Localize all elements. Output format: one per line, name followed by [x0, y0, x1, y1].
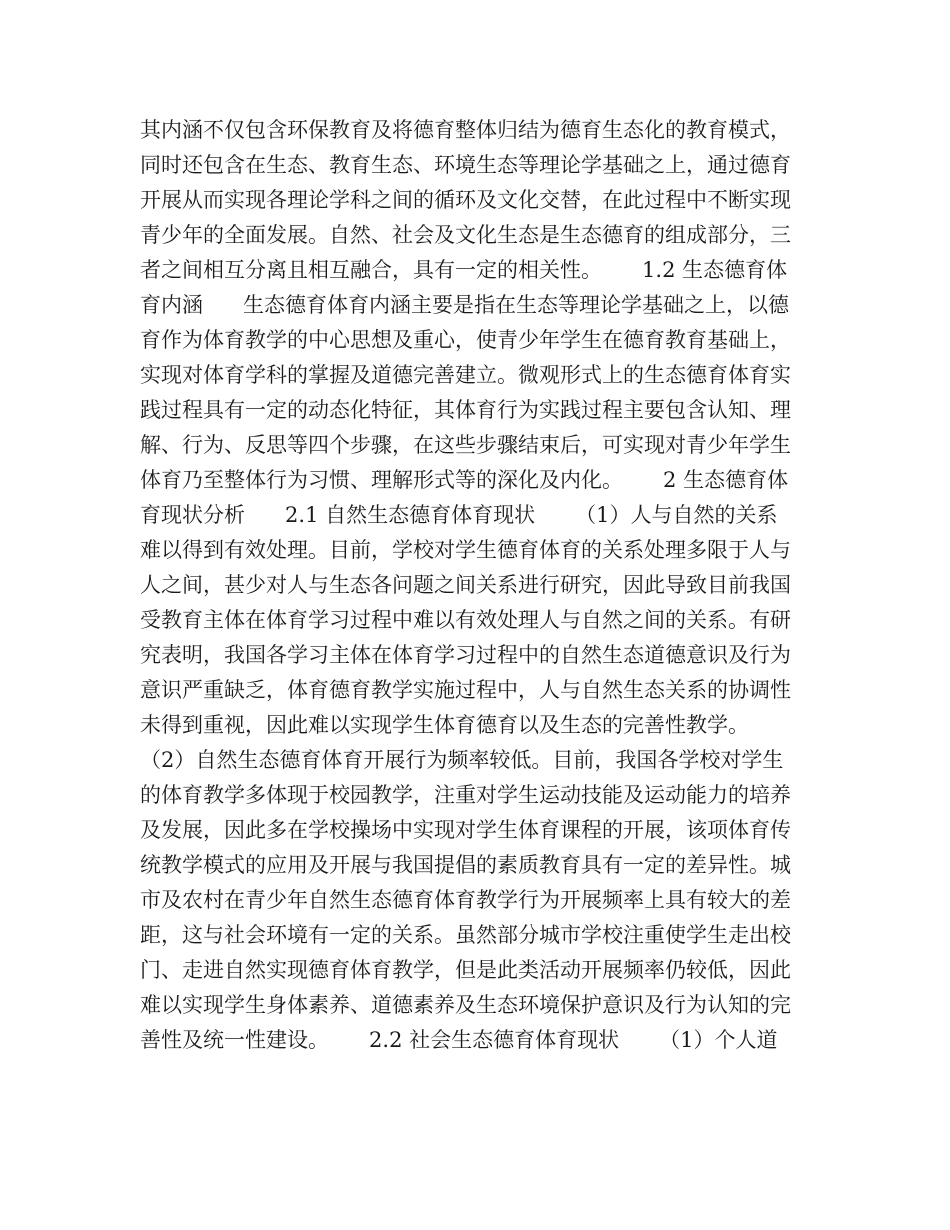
text-line: 体育乃至整体行为习惯、理解形式等的深化及内化。 2 生态德育体 [140, 468, 789, 492]
text-line: 难以实现学生身体素养、道德素养及生态环境保护意识及行为认知的完 [140, 993, 791, 1017]
text-line: 育内涵 生态德育体育内涵主要是指在生态等理论学基础之上，以德 [140, 293, 790, 317]
text-line: 实现对体育学科的掌握及道德完善建立。微观形式上的生态德育体育实 [140, 363, 791, 387]
text-line: （2）自然生态德育体育开展行为频率较低。目前，我国各学校对学生 [140, 748, 784, 772]
text-line: 的体育教学多体现于校园教学，注重对学生运动技能及运动能力的培养 [140, 783, 791, 807]
text-line: 育现状分析 2.1 自然生态德育体育现状 （1）人与自然的关系 [140, 503, 778, 527]
text-line: 统教学模式的应用及开展与我国提倡的素质教育具有一定的差异性。城 [140, 853, 791, 877]
text-line: 解、行为、反思等四个步骤，在这些步骤结束后，可实现对青少年学生 [140, 433, 791, 457]
text-line: 意识严重缺乏，体育德育教学实施过程中，人与自然生态关系的协调性 [140, 678, 791, 702]
text-line: 开展从而实现各理论学科之间的循环及文化交替，在此过程中不断实现 [140, 188, 791, 212]
text-line: 受教育主体在体育学习过程中难以有效处理人与自然之间的关系。有研 [140, 608, 791, 632]
text-line: 善性及统一性建设。 2.2 社会生态德育体育现状 （1）个人道 [140, 1028, 778, 1052]
text-line: 难以得到有效处理。目前，学校对学生德育体育的关系处理多限于人与 [140, 538, 791, 562]
text-line: 者之间相互分离且相互融合，具有一定的相关性。 1.2 生态德育体 [140, 258, 788, 282]
text-line: 距，这与社会环境有一定的关系。虽然部分城市学校注重使学生走出校 [140, 923, 791, 947]
text-line: 践过程具有一定的动态化特征，其体育行为实践过程主要包含认知、理 [140, 398, 791, 422]
text-line: 人之间，甚少对人与生态各问题之间关系进行研究，因此导致目前我国 [140, 573, 791, 597]
text-line: 其内涵不仅包含环保教育及将德育整体归结为德育生态化的教育模式， [140, 118, 791, 142]
text-line: 究表明，我国各学习主体在体育学习过程中的自然生态道德意识及行为 [140, 643, 791, 667]
text-line: 市及农村在青少年自然生态德育体育教学行为开展频率上具有较大的差 [140, 888, 791, 912]
text-line: 未得到重视，因此难以实现学生体育德育以及生态的完善性教学。 [140, 713, 749, 737]
body-text [140, 113, 820, 1058]
text-line: 及发展，因此多在学校操场中实现对学生体育课程的开展，该项体育传 [140, 818, 791, 842]
text-line: 门、走进自然实现德育体育教学，但是此类活动开展频率仍较低，因此 [140, 958, 791, 982]
text-line: 青少年的全面发展。自然、社会及文化生态是生态德育的组成部分，三 [140, 223, 791, 247]
text-line: 育作为体育教学的中心思想及重心，使青少年学生在德育教育基础上， [140, 328, 791, 352]
text-line: 同时还包含在生态、教育生态、环境生态等理论学基础之上，通过德育 [140, 153, 791, 177]
